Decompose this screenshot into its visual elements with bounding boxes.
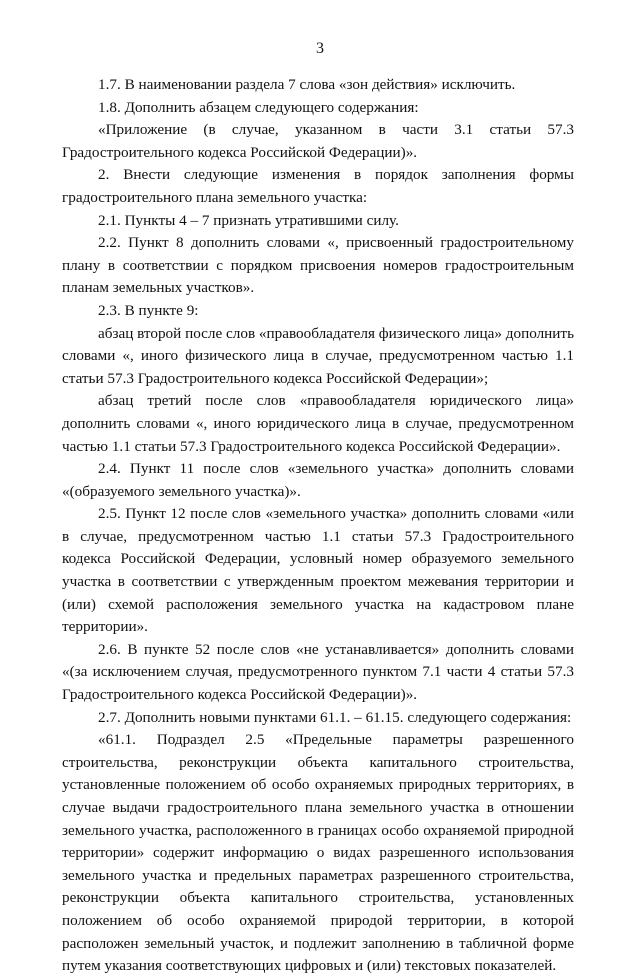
paragraph-2: 2. Внести следующие изменения в порядок заполнения формы градостроительного плана земельного участка:	[62, 166, 574, 206]
paragraph-2-7: 2.7. Дополнить новыми пунктами 61.1. – 61.15. следующего содержания:	[98, 708, 572, 726]
paragraph-2-1: 2.1. Пункты 4 – 7 признать утратившими силу.	[98, 211, 399, 229]
paragraph-appendix: «Приложение (в случае, указанном в части 3.1 статьи 57.3 Градостроительного кодекса Российской Федерации)».	[62, 121, 574, 161]
page-number: 3	[316, 40, 324, 57]
paragraph-2-4: 2.4. Пункт 11 после слов «земельного участка» дополнить словами «(образуемого земельного участка)».	[62, 460, 574, 500]
paragraph-1-7: 1.7. В наименовании раздела 7 слова «зон действия» исключить.	[98, 76, 516, 93]
document-body	[62, 74, 574, 978]
paragraph-2-2: 2.2. Пункт 8 дополнить словами «, присвоенный градостроительному плану в соответствии с порядком присвоения номеров градостроительным планам земельных участков».	[62, 234, 574, 297]
paragraph-2-3: 2.3. В пункте 9:	[98, 301, 199, 319]
paragraph-2-5: 2.5. Пункт 12 после слов «земельного участка» дополнить словами «или в случае, предусмотренном частью 1.1 статьи 57.3 Градостроительного кодекса Российской Федерации, условный номер образуемого земельного участка в соответствии с утвержденным проектом межевания территории и (или) схемой расположения земельного участка на кадастровом плане территории».	[62, 505, 574, 636]
paragraph-2-3-second: абзац второй после слов «правообладателя физического лица» дополнить словами «, иного физического лица в случае, предусмотренном частью 1.1 статьи 57.3 Градостроительного кодекса Российской Федерации»;	[62, 324, 574, 387]
paragraph-1-8: 1.8. Дополнить абзацем следующего содержания:	[98, 98, 419, 116]
paragraph-2-6: 2.6. В пункте 52 после слов «не устанавливается» дополнить словами «(за исключением случая, предусмотренного пунктом 7.1 части 4 статьи 57.3 Градостроительного кодекса Российской Федерации)».	[62, 640, 574, 704]
paragraph-2-3-third: абзац третий после слов «правообладателя юридического лица» дополнить словами «, иного юридического лица в случае, предусмотренном частью 1.1 статьи 57.3 Градостроительного кодекса Российской Федерации».	[62, 392, 574, 455]
paragraph-61-1: «61.1. Подраздел 2.5 «Предельные параметры разрешенного строительства, реконструкции объекта капитального строительства, установленные положением об особо охраняемых природных территориях, в случае выдачи градостроительного плана земельного участка в отношении земельного участка, расположенного в границах особо охраняемой природной территории» содержит информацию о видах разрешенного использования земельного участка и предельных параметрах разрешенного строительства, реконструкции объекта капитального строительства, установленных положением об особо охраняемой природой территории, в которой расположен земельный участок, и подлежит заполнению в табличной форме путем указания соответствующих цифровых и (или) текстовых показателей.	[62, 731, 574, 975]
